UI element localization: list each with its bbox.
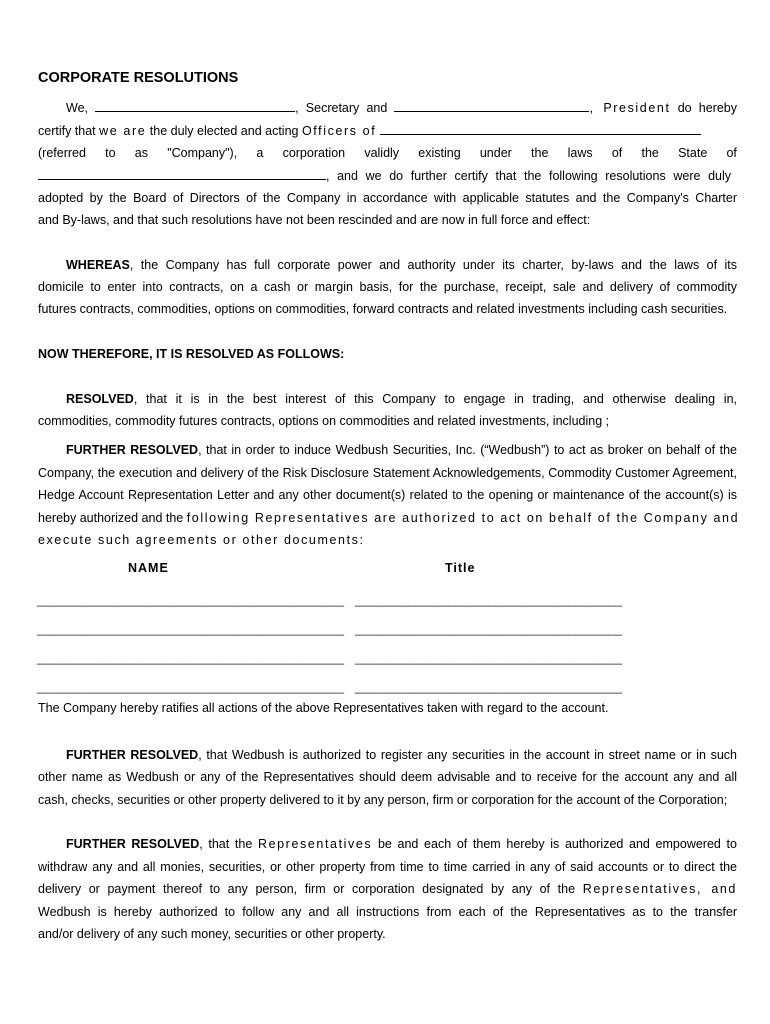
name-input-president[interactable]	[394, 98, 589, 112]
document-title: CORPORATE RESOLUTIONS	[38, 70, 239, 86]
representative-title-field-3[interactable]: ________________________________________	[355, 651, 622, 665]
state-input[interactable]	[38, 166, 326, 180]
title-column-header: Title	[445, 561, 476, 575]
resolved-3-line-2: other name as Wedbush or any of the Representatives should deem advisable and to receive for the account any and all	[38, 770, 737, 784]
whereas-line-1: WHEREAS, the Company has full corporate power and authority under its charter, by-laws and the laws of its	[66, 258, 737, 272]
name-column-header: NAME	[128, 561, 169, 575]
representative-title-field-4[interactable]: ________________________________________	[355, 680, 622, 694]
resolved-1-line-1: RESOLVED, that it is in the best interest of this Company to engage in trading, and otherwise dealing in,	[66, 392, 737, 406]
company-name-input[interactable]	[380, 121, 701, 135]
representative-name-field-1[interactable]: ______________________________________________	[37, 593, 344, 607]
whereas-line-2: domicile to enter into contracts, on a cash or margin basis, for the purchase, receipt, sale and delivery of commodity	[38, 280, 737, 294]
representative-title-field-1[interactable]: ________________________________________	[355, 593, 622, 607]
representative-name-field-4[interactable]: ______________________________________________	[37, 680, 344, 694]
intro-line-3: (referred to as "Company"), a corporation validly existing under the laws of the State of	[38, 146, 737, 160]
resolved-4-line-2: withdraw any and all monies, securities, or other property from time to time carried in any of said accounts or to direct the	[38, 860, 737, 874]
resolved-1-line-2: commodities, commodity futures contracts, options on commodities and related investments, including ;	[38, 414, 610, 428]
representative-title-field-2[interactable]: ________________________________________	[355, 622, 622, 636]
intro-line-2: certify that we are the duly elected and acting Officers of	[38, 121, 737, 141]
resolved-2-line-2: Company, the execution and delivery of the Risk Disclosure Statement Acknowledgements, Commodity Customer Agreement,	[38, 466, 737, 480]
whereas-line-3: futures contracts, commodities, options on commodities, forward contracts and related investments including cash securities.	[38, 302, 728, 316]
resolved-4-line-1: FURTHER RESOLVED, that the Representatives be and each of them hereby is authorized and empowered to	[66, 837, 737, 851]
resolved-2-line-5: execute such agreements or other documents:	[38, 533, 365, 547]
resolved-2-line-1: FURTHER RESOLVED, that in order to induce Wedbush Securities, Inc. (“Wedbush”) to act as broker on behalf of the	[66, 443, 737, 457]
resolved-4-line-5: and/or delivery of any such money, securities or other property.	[38, 927, 386, 941]
resolved-4-line-3: delivery or payment thereof to any person, firm or corporation designated by any of the Representatives, and	[38, 882, 737, 896]
intro-line-1: We, , Secretary and , President do hereby	[38, 98, 737, 118]
resolved-4-line-4: Wedbush is hereby authorized to follow any and all instructions from each of the Representatives as to the transfer	[38, 905, 737, 919]
resolved-2-line-3: Hedge Account Representation Letter and any other document(s) related to the opening or maintenance of the account(s) is	[38, 488, 737, 502]
resolved-3-line-3: cash, checks, securities or other property delivered to it by any person, firm or corporation for the account of the Corporation;	[38, 793, 728, 807]
name-input-secretary[interactable]	[95, 98, 295, 112]
ratifies-statement: The Company hereby ratifies all actions of the above Representatives taken with regard to the account.	[38, 701, 609, 715]
resolved-2-line-4: hereby authorized and the following Representatives are authorized to act on behalf of the Company and	[38, 511, 740, 525]
representative-name-field-3[interactable]: ______________________________________________	[37, 651, 344, 665]
intro-line-6: and By-laws, and that such resolutions have not been rescinded and are now in full force and effect:	[38, 213, 591, 227]
intro-line-4: , and we do further certify that the following resolutions were duly	[38, 166, 737, 186]
resolved-3-line-1: FURTHER RESOLVED, that Wedbush is authorized to register any securities in the account in street name or in such	[66, 748, 737, 762]
now-therefore-heading: NOW THEREFORE, IT IS RESOLVED AS FOLLOWS:	[38, 347, 345, 361]
intro-line-5: adopted by the Board of Directors of the Company in accordance with applicable statutes and the Company's Charter	[38, 191, 737, 205]
representative-name-field-2[interactable]: ______________________________________________	[37, 622, 344, 636]
